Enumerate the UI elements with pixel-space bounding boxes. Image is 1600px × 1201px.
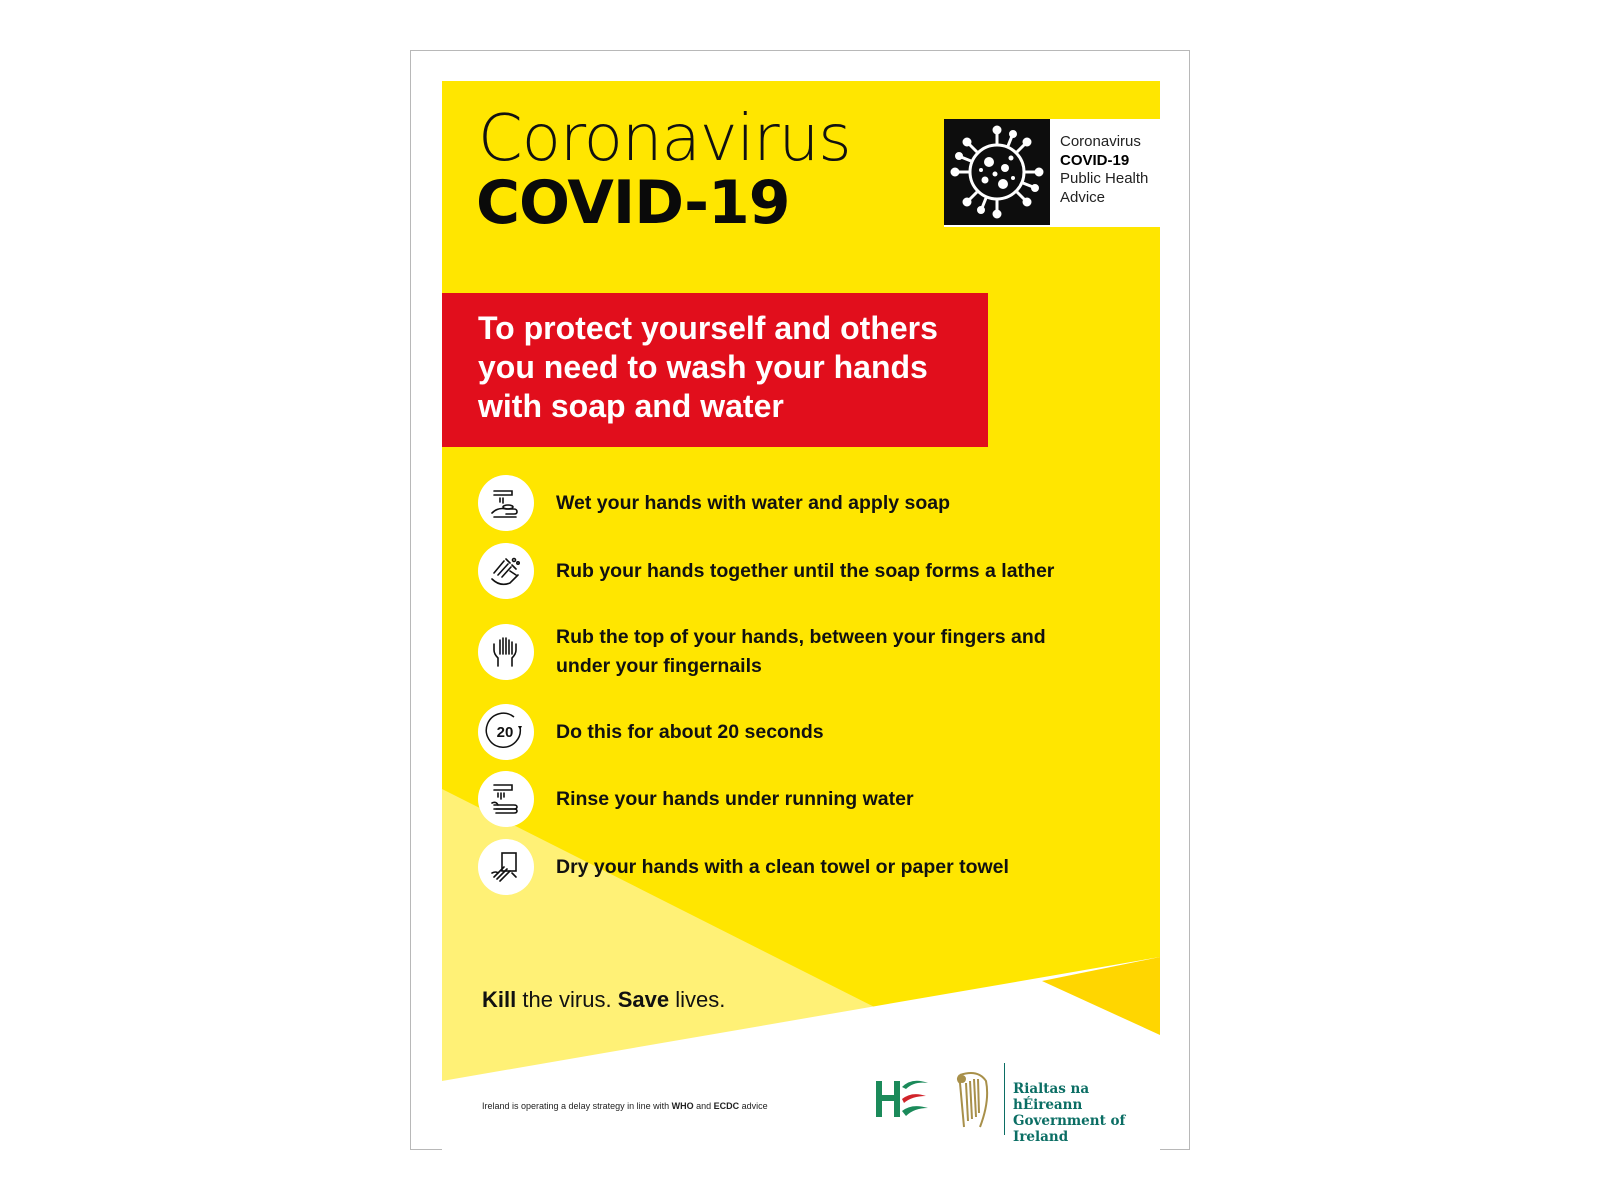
step-rub-fingers bbox=[478, 623, 1076, 681]
step-text: Dry your hands with a clean towel or paper towel bbox=[556, 855, 1009, 878]
step-text: Rinse your hands under running water bbox=[556, 787, 914, 810]
title-covid19: COVID-19 bbox=[476, 168, 790, 238]
slogan-middle: the virus. bbox=[516, 987, 618, 1012]
twenty-seconds-icon bbox=[478, 704, 534, 760]
step-rub-lather bbox=[478, 543, 1076, 599]
slogan-kill: Kill bbox=[482, 987, 517, 1012]
step-text: Rub your hands together until the soap forms a lather bbox=[556, 559, 1055, 582]
public-health-badge bbox=[944, 119, 1160, 227]
step-text: Rub the top of your hands, between your fingers and under your fingernails bbox=[556, 626, 1046, 677]
tap-rinse-icon bbox=[478, 771, 534, 827]
step-dry bbox=[478, 839, 1076, 895]
step-text: Wet your hands with water and apply soap bbox=[556, 491, 951, 514]
rubbing-hands-icon bbox=[478, 543, 534, 599]
footnote: Ireland is operating a delay strategy in line with WHO and ECDC advice bbox=[482, 1101, 768, 1111]
step-twenty-seconds bbox=[478, 704, 1076, 760]
badge-line2: COVID-19 bbox=[1060, 151, 1130, 169]
hands-fingers-icon bbox=[478, 624, 534, 680]
title-coronavirus: Coronavirus bbox=[478, 102, 851, 176]
virus-icon bbox=[944, 119, 1050, 225]
gov-irish-name: Rialtas na hÉireann bbox=[1013, 1081, 1090, 1113]
step-wet-hands bbox=[478, 475, 1076, 531]
step-rinse bbox=[478, 771, 1076, 827]
gov-english-name: Government of Ireland bbox=[1013, 1113, 1126, 1145]
government-of-ireland-logo bbox=[1013, 1081, 1160, 1145]
step-text: Do this for about 20 seconds bbox=[556, 720, 824, 743]
soap-dispenser-icon bbox=[478, 475, 534, 531]
badge-text bbox=[1050, 119, 1148, 227]
paper-towel-icon bbox=[478, 839, 534, 895]
badge-line1: Coronavirus bbox=[1060, 133, 1141, 150]
hse-logo-icon bbox=[874, 1077, 930, 1126]
slogan-save: Save bbox=[617, 987, 670, 1012]
poster bbox=[442, 81, 1160, 1151]
red-banner bbox=[442, 293, 988, 447]
banner-text: To protect yourself and others you need to wash your hands with soap and water bbox=[478, 310, 938, 424]
gov-divider bbox=[1004, 1063, 1005, 1135]
harp-icon bbox=[952, 1069, 992, 1136]
slogan bbox=[482, 987, 725, 1013]
twenty-label: 20 bbox=[496, 724, 514, 741]
slogan-end: lives. bbox=[669, 987, 726, 1012]
badge-line4: Advice bbox=[1060, 188, 1106, 206]
badge-line3: Public Health bbox=[1060, 170, 1149, 187]
